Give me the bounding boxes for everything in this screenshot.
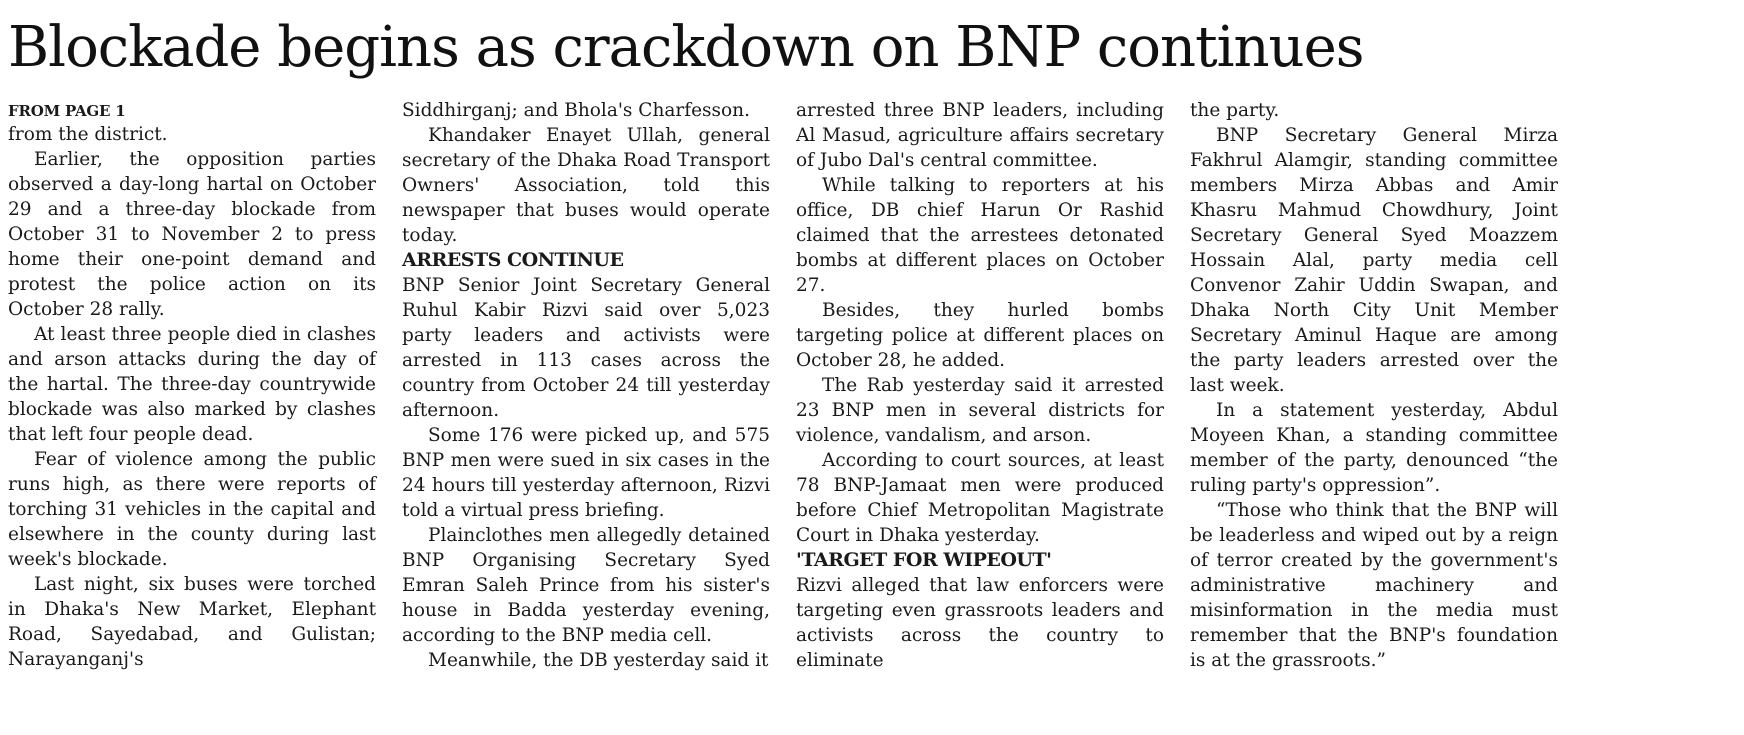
article-column-1 bbox=[8, 98, 376, 672]
paragraph: Siddhirganj; and Bhola's Charfesson. bbox=[402, 100, 750, 121]
article-column-3 bbox=[796, 98, 1164, 673]
paragraph: Plainclothes men allegedly detained BNP Organising Secretary Syed Emran Saleh Prince from his sister's house in Badda yesterday evening, according to the BNP media cell. bbox=[402, 525, 770, 646]
continuation-kicker: FROM PAGE 1 bbox=[8, 102, 126, 120]
subhead-target-for-wipeout: 'TARGET FOR WIPEOUT' bbox=[796, 549, 1052, 571]
paragraph: the party. bbox=[1190, 100, 1280, 121]
paragraph: In a statement yesterday, Abdul Moyeen Khan, a standing committee member of the party, denounced “the ruling party's oppression”. bbox=[1190, 400, 1558, 496]
paragraph: While talking to reporters at his office, DB chief Harun Or Rashid claimed that the arrestees detonated bombs at different places on October 27. bbox=[796, 175, 1164, 296]
paragraph: BNP Secretary General Mirza Fakhrul Alamgir, standing committee members Mirza Abbas and Amir Khasru Mahmud Chowdhury, Joint Secretary General Syed Moazzem Hossain Alal, party media cell Convenor Zahir Uddin Swapan, and Dhaka North City Unit Member Secretary Aminul Haque are among the party leaders arrested over the last week. bbox=[1190, 125, 1558, 396]
paragraph: Earlier, the opposition parties observed a day-long hartal on October 29 and a three-day blockade from October 31 to November 2 to press home their one-point demand and protest the police action on its October 28 rally. bbox=[8, 149, 376, 320]
subhead-arrests-continue: ARRESTS CONTINUE bbox=[402, 249, 624, 271]
paragraph: The Rab yesterday said it arrested 23 BNP men in several districts for violence, vandalism, and arson. bbox=[796, 375, 1164, 446]
paragraph: According to court sources, at least 78 BNP-Jamaat men were produced before Chief Metropolitan Magistrate Court in Dhaka yesterday. bbox=[796, 450, 1164, 546]
paragraph: Some 176 were picked up, and 575 BNP men were sued in six cases in the 24 hours till yesterday afternoon, Rizvi told a virtual press briefing. bbox=[402, 425, 770, 521]
paragraph: from the district. bbox=[8, 124, 168, 145]
paragraph: Khandaker Enayet Ullah, general secretary of the Dhaka Road Transport Owners' Association, told this newspaper that buses would operate today. bbox=[402, 125, 770, 246]
paragraph: Last night, six buses were torched in Dhaka's New Market, Elephant Road, Sayedabad, and Gulistan; Narayanganj's bbox=[8, 574, 376, 670]
article-column-4 bbox=[1190, 98, 1558, 673]
paragraph: At least three people died in clashes and arson attacks during the day of the hartal. The three-day countrywide blockade was also marked by clashes that left four people dead. bbox=[8, 324, 376, 445]
paragraph: arrested three BNP leaders, including Al Masud, agriculture affairs secretary of Jubo Dal's central committee. bbox=[796, 100, 1164, 171]
paragraph: Fear of violence among the public runs high, as there were reports of torching 31 vehicles in the capital and elsewhere in the county during last week's blockade. bbox=[8, 449, 376, 570]
paragraph: Meanwhile, the DB yesterday said it bbox=[428, 650, 769, 671]
paragraph: BNP Senior Joint Secretary General Ruhul Kabir Rizvi said over 5,023 party leaders and activists were arrested in 113 cases across the country from October 24 till yesterday afternoon. bbox=[402, 275, 770, 421]
headline: Blockade begins as crackdown on BNP continues bbox=[8, 15, 1364, 80]
paragraph: Rizvi alleged that law enforcers were targeting even grassroots leaders and activists across the country to eliminate bbox=[796, 575, 1164, 671]
article-column-2 bbox=[402, 98, 770, 673]
paragraph: Besides, they hurled bombs targeting police at different places on October 28, he added. bbox=[796, 300, 1164, 371]
paragraph: “Those who think that the BNP will be leaderless and wiped out by a reign of terror created by the government's administrative machinery and misinformation in the media must remember that the BNP's foundation is at the grassroots.” bbox=[1190, 500, 1558, 671]
